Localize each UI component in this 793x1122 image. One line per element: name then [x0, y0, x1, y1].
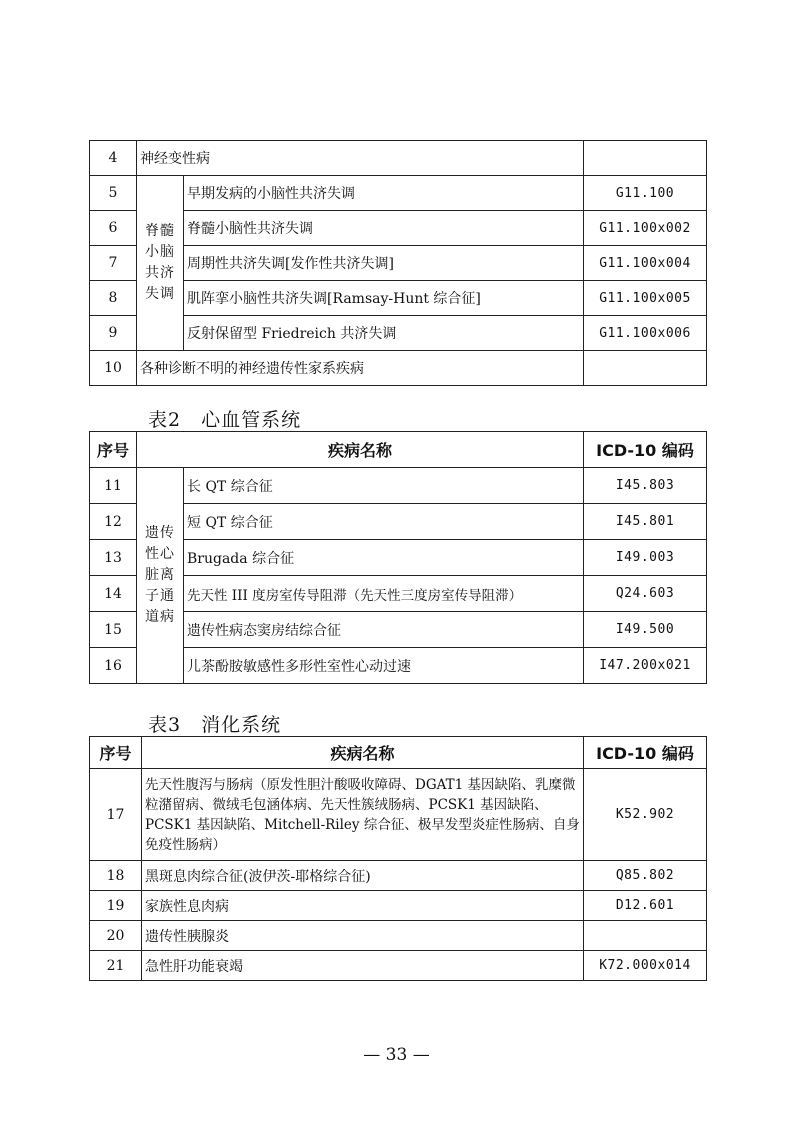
header-code: ICD-10 编码 — [584, 737, 707, 769]
row-number: 10 — [90, 351, 137, 386]
icd-code: Q85.802 — [584, 861, 707, 891]
disease-name: 神经变性病 — [137, 141, 584, 176]
table-row — [90, 468, 707, 504]
table-row — [90, 951, 707, 981]
icd-code: I49.003 — [584, 540, 707, 576]
disease-name: 反射保留型 Friedreich 共济失调 — [184, 316, 584, 351]
table-cardio — [89, 431, 707, 684]
icd-code: K72.000x014 — [584, 951, 707, 981]
disease-name: 短 QT 综合征 — [184, 504, 584, 540]
page-number: — 33 — — [363, 1045, 430, 1065]
icd-code: I45.803 — [584, 468, 707, 504]
disease-name: 黑斑息肉综合征(波伊茨-耶格综合征) — [142, 861, 584, 891]
icd-code: I47.200x021 — [584, 648, 707, 684]
disease-name: 先天性 III 度房室传导阻滞（先天性三度房室传导阻滞） — [184, 576, 584, 612]
disease-name: 遗传性病态窦房结综合征 — [184, 612, 584, 648]
icd-code: K52.902 — [584, 769, 707, 861]
icd-code: Q24.603 — [584, 576, 707, 612]
icd-code: I45.801 — [584, 504, 707, 540]
disease-name: 早期发病的小脑性共济失调 — [184, 176, 584, 211]
icd-code: D12.601 — [584, 891, 707, 921]
row-number: 14 — [90, 576, 137, 612]
table-row — [90, 769, 707, 861]
icd-code: G11.100x005 — [584, 281, 707, 316]
group-label: 脊髓小脑共济失调 — [137, 176, 184, 351]
row-number: 7 — [90, 246, 137, 281]
header-name: 疾病名称 — [142, 737, 584, 769]
disease-name: 长 QT 综合征 — [184, 468, 584, 504]
header-number: 序号 — [90, 432, 137, 468]
disease-name: Brugada 综合征 — [184, 540, 584, 576]
icd-code: I49.500 — [584, 612, 707, 648]
row-number: 4 — [90, 141, 137, 176]
row-number: 18 — [90, 861, 142, 891]
icd-code — [584, 351, 707, 386]
table-title: 表3 消化系统 — [148, 714, 282, 736]
disease-name: 肌阵挛小脑性共济失调[Ramsay-Hunt 综合征] — [184, 281, 584, 316]
table-row — [90, 891, 707, 921]
disease-name: 各种诊断不明的神经遗传性家系疾病 — [137, 351, 584, 386]
disease-name: 脊髓小脑性共济失调 — [184, 211, 584, 246]
row-number: 9 — [90, 316, 137, 351]
row-number: 13 — [90, 540, 137, 576]
table-row — [90, 351, 707, 386]
table-neuro — [89, 140, 707, 386]
row-number: 5 — [90, 176, 137, 211]
table-header — [90, 432, 707, 468]
row-number: 17 — [90, 769, 142, 861]
disease-name: 周期性共济失调[发作性共济失调] — [184, 246, 584, 281]
icd-code — [584, 921, 707, 951]
disease-name: 家族性息肉病 — [142, 891, 584, 921]
icd-code: G11.100x006 — [584, 316, 707, 351]
icd-code: G11.100x004 — [584, 246, 707, 281]
row-number: 21 — [90, 951, 142, 981]
row-number: 16 — [90, 648, 137, 684]
group-label: 遗传性心脏离子通道病 — [137, 468, 184, 684]
row-number: 6 — [90, 211, 137, 246]
row-number: 11 — [90, 468, 137, 504]
table-digestive — [89, 736, 707, 981]
icd-code: G11.100 — [584, 176, 707, 211]
table-header — [90, 737, 707, 769]
header-number: 序号 — [90, 737, 142, 769]
table-row — [90, 141, 707, 176]
disease-name: 遗传性胰腺炎 — [142, 921, 584, 951]
row-number: 19 — [90, 891, 142, 921]
disease-name: 急性肝功能衰竭 — [142, 951, 584, 981]
table-row — [90, 861, 707, 891]
table-row — [90, 921, 707, 951]
header-name: 疾病名称 — [137, 432, 584, 468]
row-number: 20 — [90, 921, 142, 951]
disease-name: 儿茶酚胺敏感性多形性室性心动过速 — [184, 648, 584, 684]
row-number: 15 — [90, 612, 137, 648]
icd-code — [584, 141, 707, 176]
icd-code: G11.100x002 — [584, 211, 707, 246]
row-number: 8 — [90, 281, 137, 316]
disease-name: 先天性腹泻与肠病（原发性胆汁酸吸收障碍、DGAT1 基因缺陷、乳糜微粒潴留病、微绒毛包涵体病、先天性簇绒肠病、PCSK1 基因缺陷、PCSK1 基因缺陷、Mitchell-Riley 综合征、极早发型炎症性肠病、自身免疫性肠病） — [142, 769, 584, 861]
table-title: 表2 心血管系统 — [148, 409, 302, 431]
row-number: 12 — [90, 504, 137, 540]
table-row — [90, 176, 707, 211]
header-code: ICD-10 编码 — [584, 432, 707, 468]
